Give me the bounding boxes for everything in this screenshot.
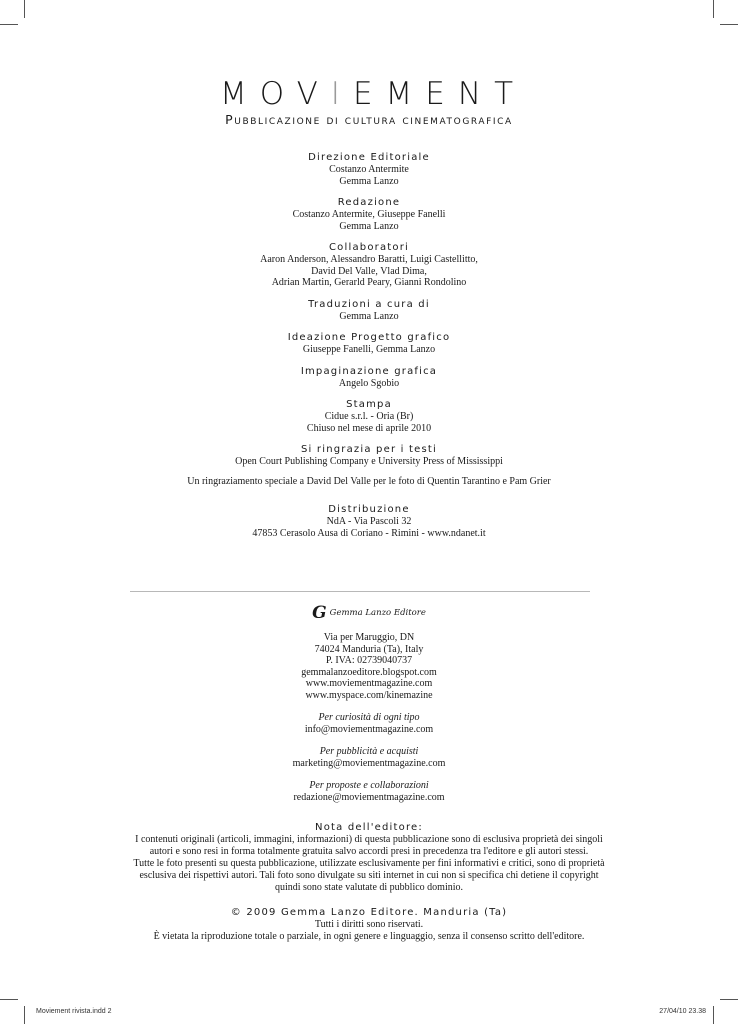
copyright-line: È vietata la riproduzione totale o parziale, in ogni genere e linguaggio, senza il consenso scritto dell'editore. <box>153 930 585 942</box>
contact-redazione <box>0 780 738 803</box>
credit-line: Gemma Lanzo <box>339 220 399 232</box>
credit-line: NdA - Via Pascoli 32 <box>326 516 412 527</box>
credit-title: Si ringrazia per i testi <box>301 444 437 455</box>
credit-title: Collaboratori <box>328 242 410 253</box>
credit-line: David Del Valle, Vlad Dima, <box>311 265 427 277</box>
copyright-line: Tutti i diritti sono riservati. <box>314 919 424 930</box>
section-divider <box>130 591 590 592</box>
credit-section-stampa <box>0 398 738 434</box>
address-line: 74024 Manduria (Ta), Italy <box>314 643 424 655</box>
address-line: P. IVA: 02739040737 <box>325 655 413 666</box>
magazine-tagline: Pubblicazione di cultura cinematografica <box>225 112 513 127</box>
contact-label: Per proposte e collaborazioni <box>309 780 429 791</box>
credit-line: Adrian Martin, Gerarld Peary, Gianni Rondolino <box>271 277 467 288</box>
publisher-logo-mark: G <box>312 603 327 623</box>
credit-title: Redazione <box>337 197 401 208</box>
contact-marketing <box>0 746 738 769</box>
credits-block <box>0 151 738 548</box>
credit-line: 47853 Cerasolo Ausa di Coriano - Rimini - www.ndanet.it <box>252 527 486 539</box>
credit-title: Distribuzione <box>328 504 410 515</box>
credit-title: Direzione Editoriale <box>308 152 430 163</box>
publisher-logo-text: Gemma Lanzo Editore <box>329 608 426 618</box>
credit-line: Giuseppe Fanelli, Gemma Lanzo <box>302 344 436 355</box>
credit-line: Gemma Lanzo <box>339 175 399 187</box>
special-thanks: Un ringraziamento speciale a David Del Valle per le foto di Quentin Tarantino e Pam Grier <box>187 475 551 487</box>
credit-line: Chiuso nel mese di aprile 2010 <box>306 422 432 434</box>
credit-line: Gemma Lanzo <box>339 310 399 322</box>
credit-line: Cidue s.r.l. - Oria (Br) <box>324 411 414 422</box>
website-link[interactable]: gemmalanzoeditore.blogspot.com <box>301 666 437 678</box>
crop-mark-top-right-h <box>720 24 738 25</box>
crop-mark-bottom-right-h <box>720 999 738 1000</box>
credit-title: Stampa <box>346 399 392 410</box>
credit-title: Ideazione Progetto grafico <box>287 332 451 343</box>
website-link[interactable]: www.myspace.com/kinemazine <box>305 689 433 701</box>
credit-section-progetto-grafico <box>0 331 738 356</box>
contact-email[interactable]: redazione@moviementmagazine.com <box>293 791 445 803</box>
magazine-logo: MOVIEMENT <box>219 76 526 112</box>
address-line: Via per Maruggio, DN <box>323 632 415 643</box>
credit-section-distribuzione <box>0 503 738 539</box>
credit-section-redazione <box>0 196 738 232</box>
masthead <box>0 76 738 128</box>
credit-section-collaboratori <box>0 241 738 289</box>
contact-label: Per pubblicità e acquisti <box>319 746 419 757</box>
editor-note-line: esclusiva dei rispettivi autori. Tali foto sono divulgate su siti internet in cui non si specifica chi detiene il copyright <box>139 870 599 881</box>
crop-mark-bottom-left-h <box>0 999 18 1000</box>
contact-email[interactable]: marketing@moviementmagazine.com <box>292 757 446 769</box>
slug-filename: Moviement rivista.indd 2 <box>36 1008 112 1015</box>
editor-note-title: Nota dell'editore: <box>315 822 423 833</box>
credit-title: Impaginazione grafica <box>300 365 438 377</box>
credit-line: Costanzo Antermite, Giuseppe Fanelli <box>292 209 446 220</box>
credit-line: Costanzo Antermite <box>329 164 409 175</box>
slug-datetime: 27/04/10 23.38 <box>659 1008 706 1015</box>
credit-section-traduzioni <box>0 298 738 323</box>
credit-section-impaginazione <box>0 365 738 390</box>
credit-line: Aaron Anderson, Alessandro Baratti, Luigi Castellitto, <box>260 254 478 265</box>
publisher-block <box>0 603 738 803</box>
crop-mark-top-left-h <box>0 24 18 25</box>
credit-section-direzione <box>0 151 738 187</box>
copyright-block <box>0 906 738 942</box>
publisher-logo <box>312 603 426 623</box>
crop-mark-top-right <box>713 0 714 18</box>
publisher-address <box>0 632 738 701</box>
print-slug <box>0 1008 738 1020</box>
credit-line: Open Court Publishing Company e University Press of Mississippi <box>235 456 503 467</box>
credit-section-ringraziamenti <box>0 443 738 468</box>
copyright-title: © 2009 Gemma Lanzo Editore. Manduria (Ta) <box>230 907 508 918</box>
contact-label: Per curiosità di ogni tipo <box>318 712 420 723</box>
credit-title: Traduzioni a cura di <box>308 298 430 310</box>
contact-info <box>0 712 738 735</box>
credit-line: Angelo Sgobio <box>338 377 400 389</box>
editor-note-line: Tutte le foto presenti su questa pubblicazione, utilizzate esclusivamente per fini informativi e critici, sono di proprietà <box>133 858 605 869</box>
website-link[interactable]: www.moviementmagazine.com <box>305 678 433 689</box>
editor-note-line: autori e sono resi in forma totalmente gratuita salvo accordi presi in precedenza tra l'editore e gli autori stessi. <box>149 846 589 857</box>
editor-note-line: I contenuti originali (articoli, immagini, informazioni) di questa pubblicazione sono di esclusiva proprietà dei singoli <box>135 834 603 845</box>
contact-email[interactable]: info@moviementmagazine.com <box>304 723 434 735</box>
editor-note-line: quindi sono state valutate di pubblico dominio. <box>274 882 464 893</box>
crop-mark-top-left <box>24 0 25 18</box>
editor-note <box>0 821 738 894</box>
